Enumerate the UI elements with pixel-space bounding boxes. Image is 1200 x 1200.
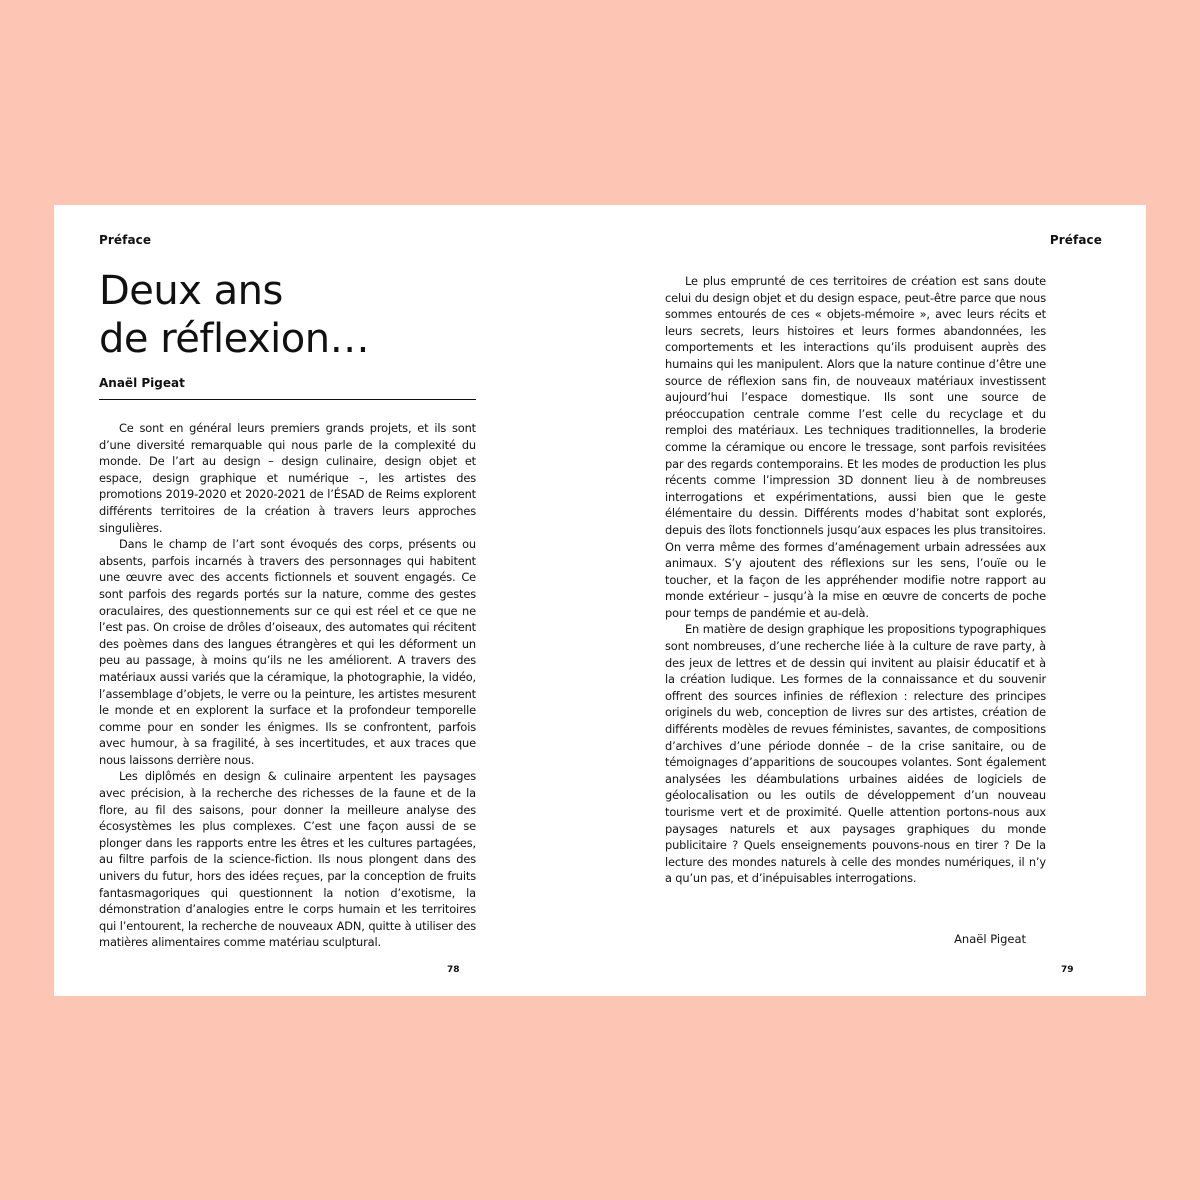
paragraph: En matière de design graphique les propositions typographiques sont nombreuses, d’une recherche liée à la culture de rave party, à des jeux de lettres et de dessin qui invitent au plaisir éducatif et à la création ludique. Les formes de la connaissance et du souvenir offrent des sources infinies de réflexion : relecture des principes originels du web, conception de livres sur des artistes, création de différents modèles de revues féministes, savantes, de compositions d’archives d’une période donnée – de la crise sanitaire, ou de témoignages d’apparitions de soucoupes volantes. Sont également analysées les déambulations urbaines aidées de logiciels de géolocalisation ou les outils de développement d’un nouveau tourisme vert et de proximité. Quelle attention portons-nous aux paysages naturels et aux paysages graphiques du monde publicitaire ? Quels enseignements pouvons-nous en tirer ? De la lecture des mondes naturels à celle des mondes numériques, il n’y a qu’un pas, et d’inépuisables interrogations. [665,622,1046,886]
body-text-column [99,420,476,951]
right-page [600,205,1146,996]
author-signature: Anaël Pigeat [954,932,1026,946]
paragraph: Les diplômés en design & culinaire arpentent les paysages avec précision, à la recherche des richesses de la faune et de la flore, au fil des saisons, pour donner la meilleure analyse des écosystèmes les plus complexes. C’est une façon aussi de se plonger dans les rapports entre les êtres et les cultures partagées, au filtre parfois de la science-fiction. Ils nous plongent dans des univers du futur, hors des idées reçues, par la conception de fruits fantasmagoriques qui questionnent la notion d’exotisme, la démonstration d’analogies entre le corps humain et les territoires qui l’entourent, la recherche de nouveaux ADN, quitte à utiliser des matières alimentaires comme matériau sculptural. [99,769,476,950]
page-number: 79 [1061,965,1074,975]
running-head: Préface [99,233,152,247]
running-head: Préface [1049,233,1102,247]
title-divider [99,399,476,400]
author-name: Anaël Pigeat [99,376,185,390]
paragraph: Le plus emprunté de ces territoires de création est sans doute celui du design objet et du design espace, peut-être parce que nous sommes entourés de ces « objets-mémoire », avec leurs récits et leurs secrets, leurs histoires et leurs formes abandonnées, les comportements et les interactions qu’ils produisent auprès des humains qui les manipulent. Alors que la nature continue d’être une source de réflexion sans fin, de nouveaux matériaux investissent aujourd’hui l’espace domestique. Ils sont une source de préoccupation centrale comme l’est celle du recyclage et du remploi des matériaux. Les techniques traditionnelles, la broderie comme la céramique ou encore le tressage, sont parfois revisitées par des regards contemporains. Et les modes de production les plus récents comme l’impression 3D donnent lieu à de nombreuses interrogations et expérimentations, aussi bien que le geste élémentaire du dessin. Différents modes d’habitat sont explorés, depuis des îlots fonctionnels jusqu’aux espaces les plus transitoires. On verra même des formes d’aménagement urbain adressées aux animaux. S’y ajoutent des réflexions sur les sens, l’ouïe ou le toucher, et la façon de les appréhender modifie notre rapport au monde extérieur – jusqu’à la mise en œuvre de concerts de poche pour temps de pandémie et au-delà. [665,274,1046,620]
body-text-column [665,273,1046,887]
page-number: 78 [447,965,460,975]
page-title [99,267,519,363]
paragraph: Ce sont en général leurs premiers grands projets, et ils sont d’une diversité remarquable qui nous parle de la complexité du monde. De l’art au design – design culinaire, design objet et espace, design graphique et numérique –, les artistes des promotions 2019-2020 et 2020-2021 de l’ÉSAD de Reims explorent différents territoires de la création à travers leurs approches singulières. [99,421,476,535]
left-page [54,205,600,996]
paragraph: Dans le champ de l’art sont évoqués des corps, présents ou absents, parfois incarnés à travers des personnages qui habitent une œuvre avec des accents fictionnels et souvent engagés. Ce sont parfois des regards portés sur la nature, comme des gestes oraculaires, des questionnements sur ce qui est réel et ce que ne l’est pas. On croise de drôles d’oiseaux, des automates qui récitent des poèmes dans des langues étrangères et qui les déforment un peu au passage, à moins qu’ils ne les améliorent. A travers des matériaux aussi variés que la céramique, la photographie, la vidéo, l’assemblage d’objets, le verre ou la peinture, les artistes mesurent le monde et en explorent la surface et la profondeur temporelle comme pour en sonder les énigmes. Ils se confrontent, parfois avec humour, à sa fragilité, à ses incertitudes, et aux traces que nous laissons derrière nous. [99,537,476,767]
book-spread [54,205,1146,996]
title-line-2: de réflexion… [99,316,370,362]
title-line-1: Deux ans [99,268,283,314]
